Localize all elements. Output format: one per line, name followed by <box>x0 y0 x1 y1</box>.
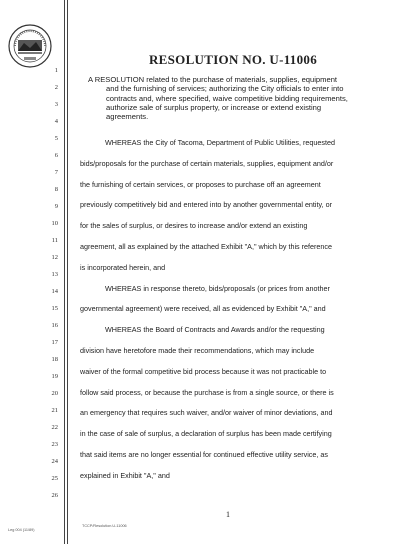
line-number: 2 <box>54 84 58 91</box>
body-line: waiver of the formal competitive bid process because it was not practicable to <box>80 366 327 376</box>
line-number: 25 <box>51 475 58 482</box>
line-number: 17 <box>51 339 58 346</box>
margin-rule <box>67 0 68 544</box>
body-line: that said items are no longer essential for continued effective utility service, as <box>80 450 328 459</box>
line-number: 23 <box>51 441 58 448</box>
page-number: 1 <box>226 510 230 519</box>
body-line: previously competitively bid and entered into by another governmental entity, or <box>80 200 332 210</box>
line-number: 1 <box>54 67 58 74</box>
line-number: 5 <box>54 135 58 142</box>
line-number: 11 <box>51 237 58 244</box>
abstract-line: authorize sale of surplus property, or increase or extend existing <box>106 102 322 112</box>
body-line: governmental agreement) were received, all as evidenced by Exhibit "A," and <box>80 304 326 314</box>
line-number: 8 <box>54 186 58 193</box>
margin-rule <box>64 0 65 544</box>
line-number: 6 <box>54 152 58 159</box>
body-line: the furnishing of certain services, or proposes to purchase off an agreement <box>80 179 321 189</box>
body-line: agreement, all as explained by the attached Exhibit "A," which by this reference <box>80 242 333 251</box>
line-number: 16 <box>51 322 58 329</box>
line-number: 19 <box>51 373 58 380</box>
resolution-abstract <box>88 75 388 121</box>
form-footer: Leg 004 (11/89) <box>8 528 35 532</box>
body-line: bids/proposals for the purchase of certain materials, supplies, equipment and/or <box>80 158 334 168</box>
body-line: WHEREAS in response thereto, bids/proposals (or prices from another <box>105 283 330 293</box>
line-number: 7 <box>54 169 58 176</box>
abstract-line: A RESOLUTION related to the purchase of materials, supplies, equipment <box>88 75 338 84</box>
body-line: explained in Exhibit "A," and <box>80 470 170 480</box>
file-path-footer: TCCP/Resolution.U-11006 <box>82 524 127 528</box>
line-number: 15 <box>51 305 58 312</box>
line-number: 21 <box>51 407 58 414</box>
resolution-title: RESOLUTION NO. U-11006 <box>148 52 318 67</box>
body-line: an emergency that requires such waiver, and/or waiver of minor deviations, and <box>80 408 333 418</box>
line-number: 24 <box>51 458 58 465</box>
body-line: division have heretofore made their recommendations, which may include <box>80 346 315 355</box>
body-line: WHEREAS the Board of Contracts and Awards and/or the requesting <box>105 325 325 335</box>
line-number: 12 <box>51 254 58 261</box>
body-line: for the sales of surplus, or desires to increase and/or extend an existing <box>80 221 308 231</box>
line-number: 9 <box>54 203 58 210</box>
abstract-line: and the furnishing of services; authorizing the City officials to enter into <box>106 84 344 94</box>
line-number: 4 <box>54 118 58 125</box>
body-line: is incorporated herein, and <box>80 262 166 272</box>
line-number: 3 <box>54 101 58 108</box>
body-line: WHEREAS the City of Tacoma, Department of Public Utilities, requested <box>105 138 335 147</box>
line-number: 26 <box>51 492 58 499</box>
line-number: 13 <box>51 271 58 278</box>
abstract-line: agreements. <box>106 112 149 122</box>
line-number: 10 <box>51 220 58 227</box>
body-line: in the case of sale of surplus, a declaration of surplus has been made certifying <box>80 429 332 439</box>
line-number: 20 <box>51 390 58 397</box>
line-number: 18 <box>51 356 58 363</box>
abstract-line: contracts and, where specified, waive competitive bidding requirements, <box>106 93 348 103</box>
line-number: 22 <box>51 424 58 431</box>
city-seal-icon <box>8 24 52 68</box>
line-number: 14 <box>51 288 58 295</box>
body-line: follow said process, or because the purchase is from a single source, or there is <box>80 387 334 397</box>
